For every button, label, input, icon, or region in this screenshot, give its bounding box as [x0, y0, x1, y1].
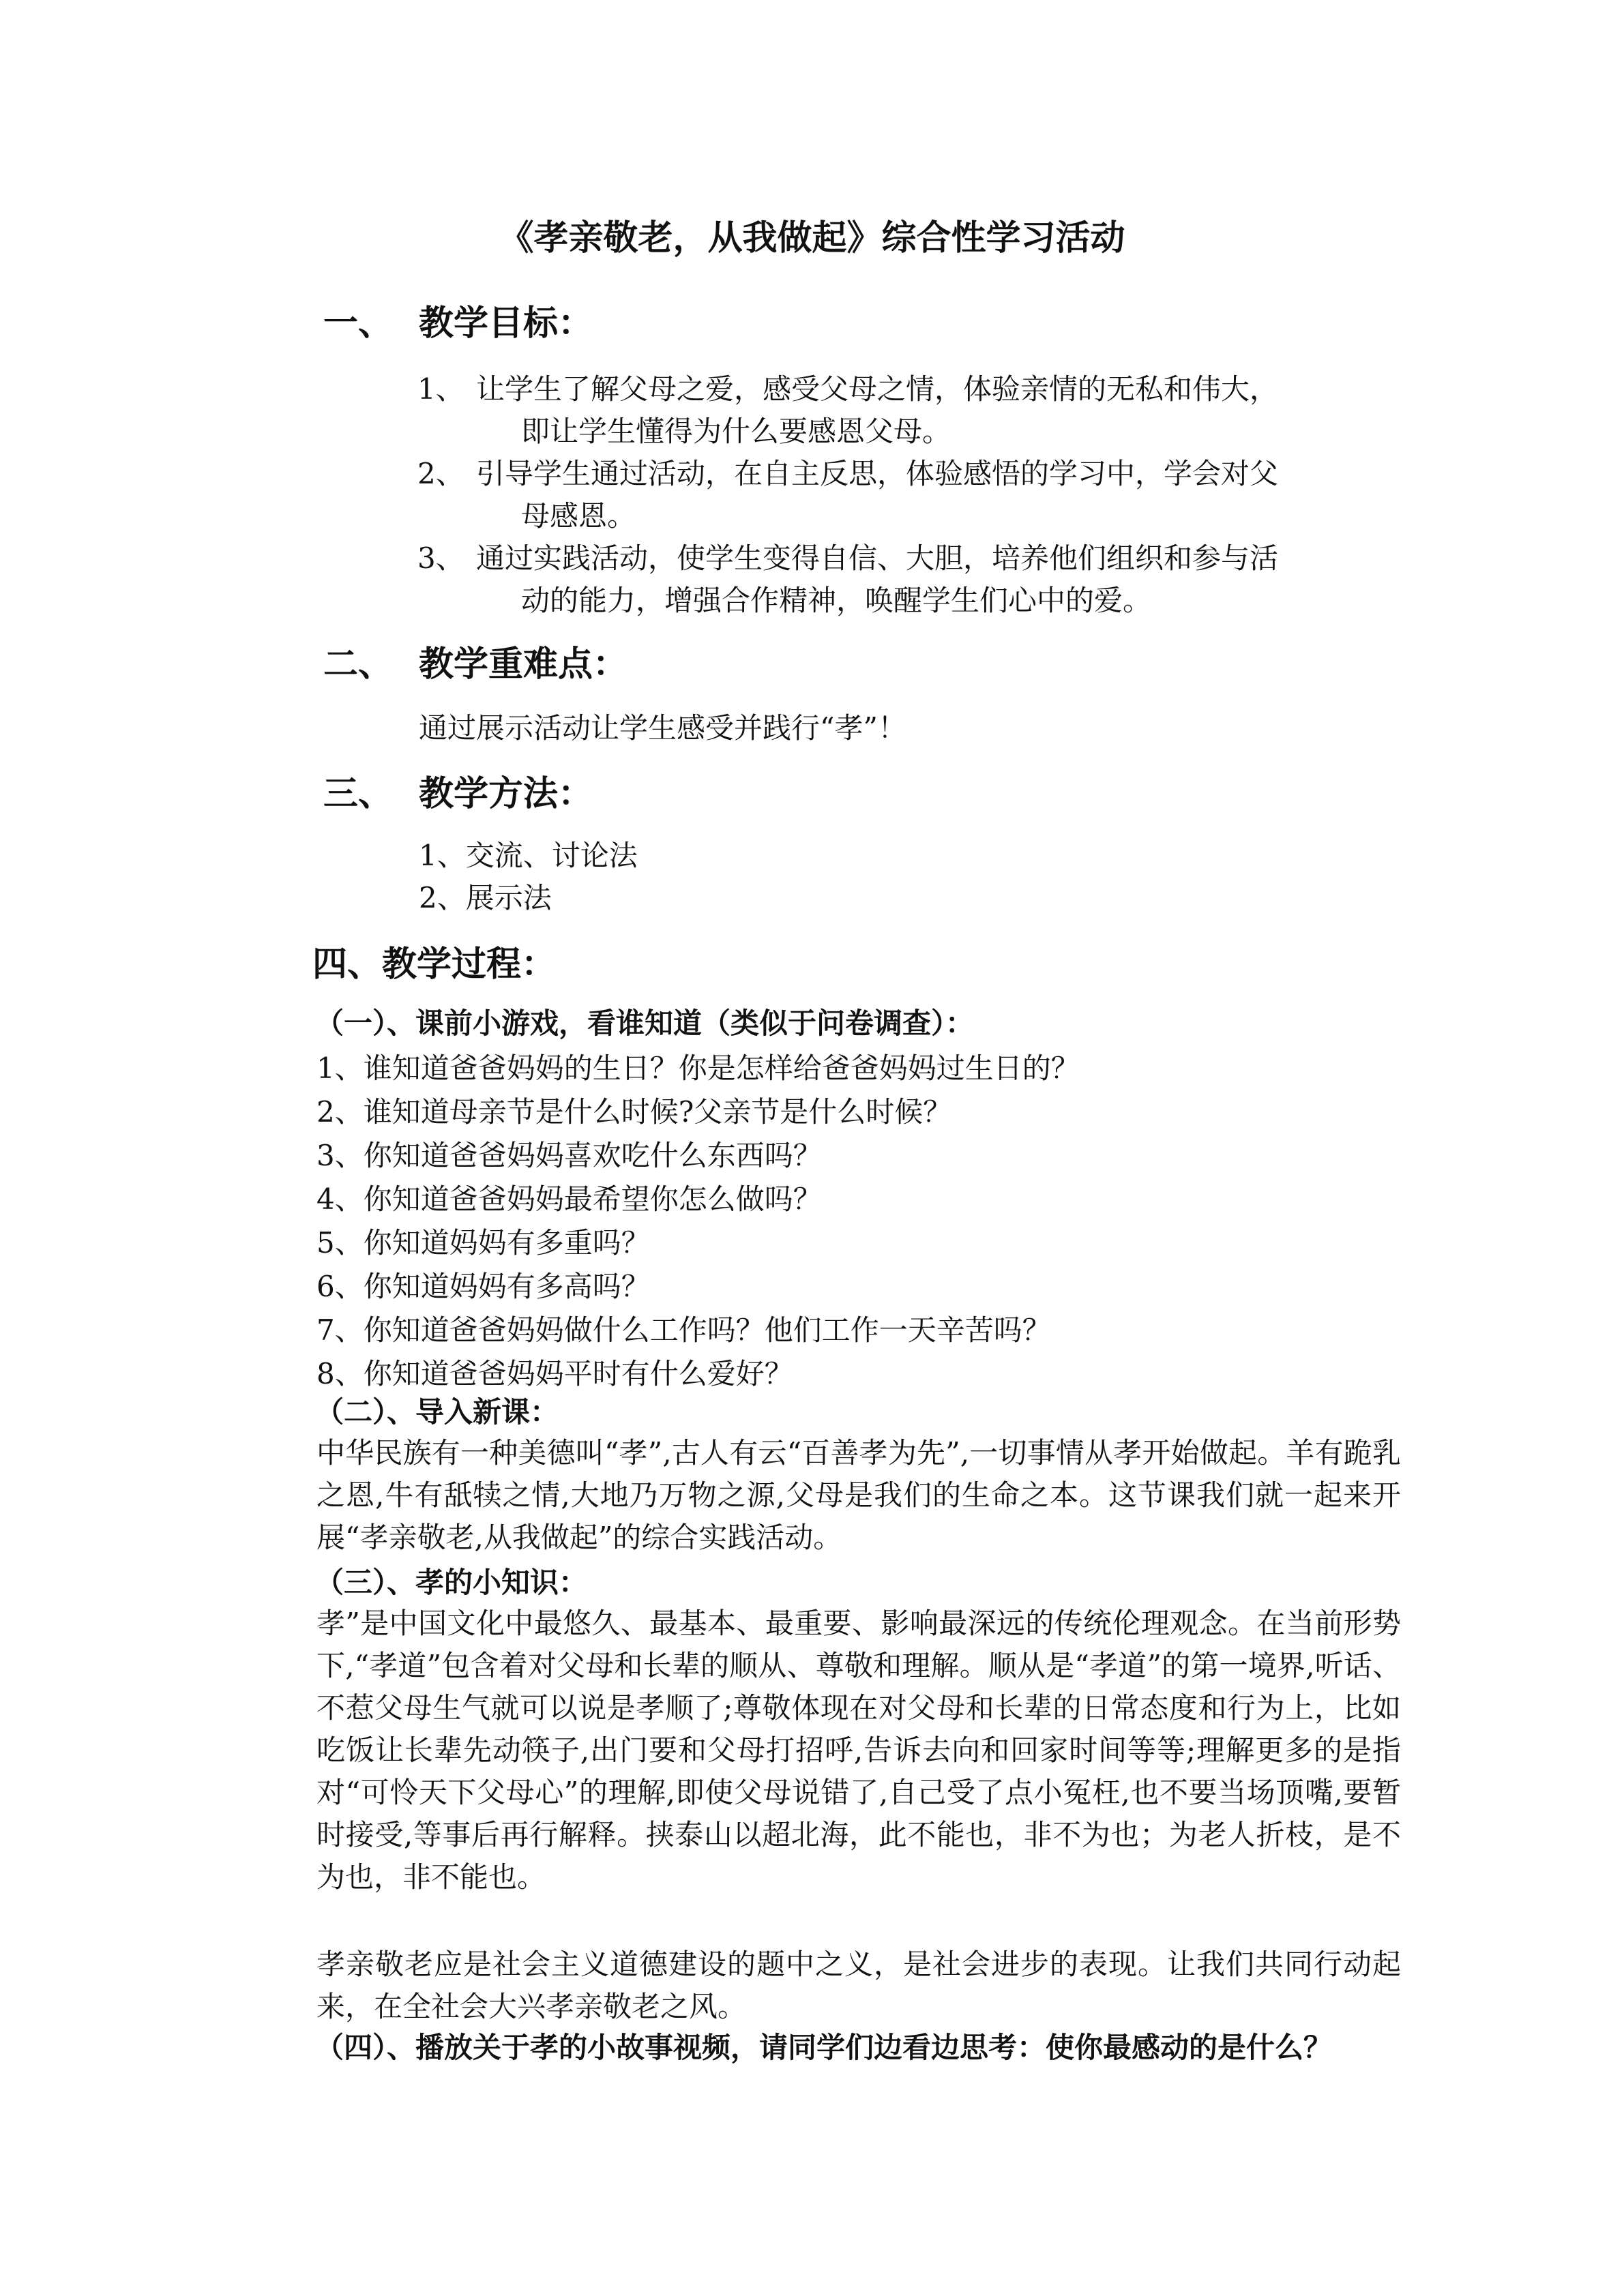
question-item: 7、你知道爸爸妈妈做什么工作吗？他们工作一天辛苦吗？ [316, 1313, 1051, 1347]
paragraph: 中华民族有一种美德叫“孝”,古人有云“百善孝为先”,一切事情从孝开始做起。羊有跪乳之恩,牛有舐犊之情,大地乃万物之源,父母是我们的生命之本。这节课我们就一起来开展“孝亲敬老,从我做起”的综合实践活动。 [316, 1436, 1401, 1554]
section-label: 教学目标： [419, 303, 593, 344]
paragraph: 孝”是中国文化中最悠久、最基本、最重要、影响最深远的传统伦理观念。在当前形势下,“孝道”包含着对父母和长辈的顺从、尊敬和理解。顺从是“孝道”的第一境界,听话、不惹父母生气就可以说是孝顺了;尊敬体现在对父母和长辈的日常态度和行为上，比如吃饭让长辈先动筷子,出门要和父母打招呼,告诉去向和回家时间等等;理解更多的是指对“可怜天下父母心”的理解,即使父母说错了,自己受了点小冤枉,也不要当场顶嘴,要暂时接受,等事后再行解释。挟泰山以超北海，此不能也，非不为也；为老人折枝，是不为也，非不能也。 [316, 1607, 1401, 1894]
part-heading: （三）、孝的小知识： [315, 1566, 588, 1599]
question-item: 5、你知道妈妈有多重吗？ [316, 1226, 650, 1259]
section-number: 三、 [323, 774, 394, 814]
goal-item: 2、 引导学生通过活动，在自主反思，体验感悟的学习中，学会对父 母感恩。 [417, 457, 1279, 533]
document-title: 《孝亲敬老，从我做起》综合性学习活动 [499, 218, 1125, 258]
question-item: 1、谁知道爸爸妈妈的生日？你是怎样给爸爸妈妈过生日的？ [316, 1052, 1080, 1085]
question-item: 6、你知道妈妈有多高吗？ [316, 1270, 650, 1303]
part-heading: （一）、课前小游戏，看谁知道（类似于问卷调查）： [315, 1007, 975, 1040]
goal-item: 1、 让学生了解父母之爱，感受父母之情，体验亲情的无私和伟大， 即让学生懂得为什么要感恩父母。 [417, 372, 1279, 448]
section-heading-key-points [323, 641, 628, 689]
section-number: 二、 [323, 644, 394, 685]
goal-item: 3、 通过实践活动，使学生变得自信、大胆，培养他们组织和参与活 动的能力，增强合作精神，唤醒学生们心中的爱。 [417, 541, 1279, 617]
key-point-text: 通过展示活动让学生感受并践行“孝”！ [419, 711, 906, 745]
question-item: 8、你知道爸爸妈妈平时有什么爱好？ [316, 1357, 793, 1390]
question-item: 3、你知道爸爸妈妈喜欢吃什么东西吗？ [316, 1139, 822, 1172]
question-item: 2、谁知道母亲节是什么时候?父亲节是什么时候？ [316, 1095, 952, 1129]
section-heading-methods [323, 771, 593, 818]
question-item: 4、你知道爸爸妈妈最希望你怎么做吗？ [316, 1182, 822, 1216]
section-label: 教学重难点： [419, 644, 628, 685]
section-number: 一、 [323, 303, 394, 344]
method-item: 1、交流、讨论法 [419, 839, 638, 872]
section-heading-process: 四、教学过程： [312, 944, 557, 985]
section-label: 教学方法： [419, 774, 593, 814]
part-heading: （二）、导入新课： [315, 1395, 559, 1429]
paragraph: 孝亲敬老应是社会主义道德建设的题中之义，是社会进步的表现。让我们共同行动起来，在全社会大兴孝亲敬老之风。 [316, 1948, 1401, 2023]
part-heading: （四）、播放关于孝的小故事视频，请同学们边看边思考：使你最感动的是什么？ [315, 2031, 1333, 2064]
section-heading-objectives [323, 300, 593, 348]
method-item: 2、展示法 [419, 881, 552, 914]
